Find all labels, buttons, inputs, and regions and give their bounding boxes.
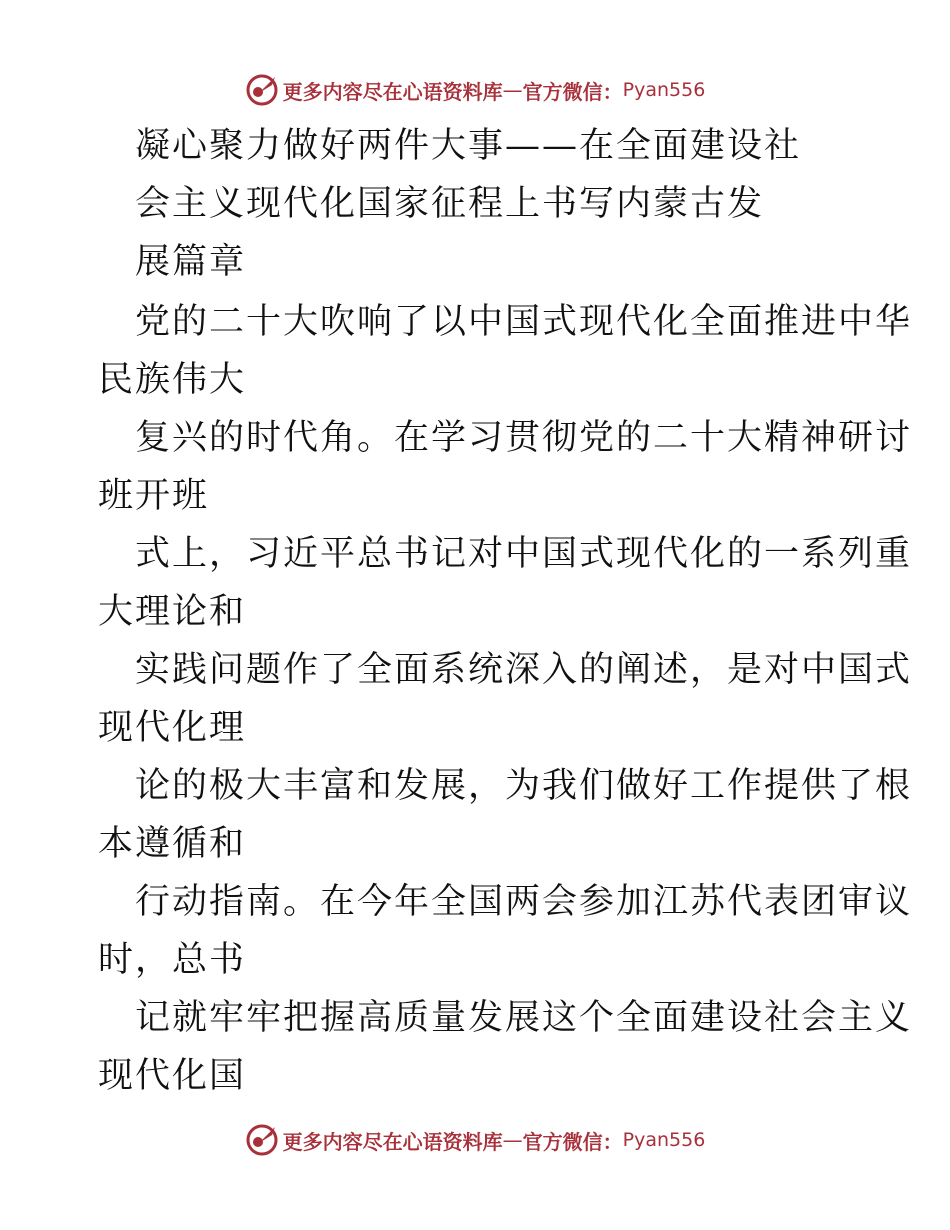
paragraph-line: 论的极大丰富和发展，为我们做好工作提供了根 (135, 766, 913, 806)
paragraph-line: 行动指南。在今年全国两会参加江苏代表团审议 (135, 882, 913, 922)
paragraph-line: 党的二十大吹响了以中国式现代化全面推进中华 (135, 302, 913, 342)
paragraph-line: 民族伟大 (98, 360, 247, 400)
paragraph-line: 班开班 (98, 476, 210, 516)
watermark-wechat-id: Pyan556 (622, 79, 706, 101)
title-line-3: 展篇章 (135, 242, 247, 282)
footer-watermark (0, 1120, 950, 1160)
watermark-wechat-id: Pyan556 (622, 1129, 706, 1151)
watermark-wechat-label: 官方微信： (522, 1129, 623, 1154)
watermark-separator: — (502, 78, 523, 102)
paragraph-line: 本遵循和 (98, 824, 247, 864)
quill-logo-icon (245, 1123, 279, 1157)
watermark-separator: — (502, 1128, 523, 1152)
paragraph-line: 记就牢牢把握高质量发展这个全面建设社会主义 (135, 998, 913, 1038)
quill-logo-icon (245, 73, 279, 107)
watermark-site-text: 更多内容尽在心语资料库 (282, 79, 503, 104)
paragraph-line: 现代化理 (98, 708, 247, 748)
paragraph-line: 现代化国 (98, 1056, 247, 1096)
paragraph-line: 实践问题作了全面系统深入的阐述，是对中国式 (135, 650, 913, 690)
watermark-wechat-label: 官方微信： (522, 79, 623, 104)
paragraph-line: 时，总书 (98, 940, 247, 980)
title-line-2: 会主义现代化国家征程上书写内蒙古发 (135, 184, 765, 224)
paragraph-line: 大理论和 (98, 592, 247, 632)
header-watermark (0, 70, 950, 110)
watermark-site-text: 更多内容尽在心语资料库 (282, 1129, 503, 1154)
paragraph-line: 复兴的时代角。在学习贯彻党的二十大精神研讨 (135, 418, 913, 458)
title-line-1: 凝心聚力做好两件大事——在全面建设社 (135, 126, 802, 166)
paragraph-line: 式上，习近平总书记对中国式现代化的一系列重 (135, 534, 913, 574)
